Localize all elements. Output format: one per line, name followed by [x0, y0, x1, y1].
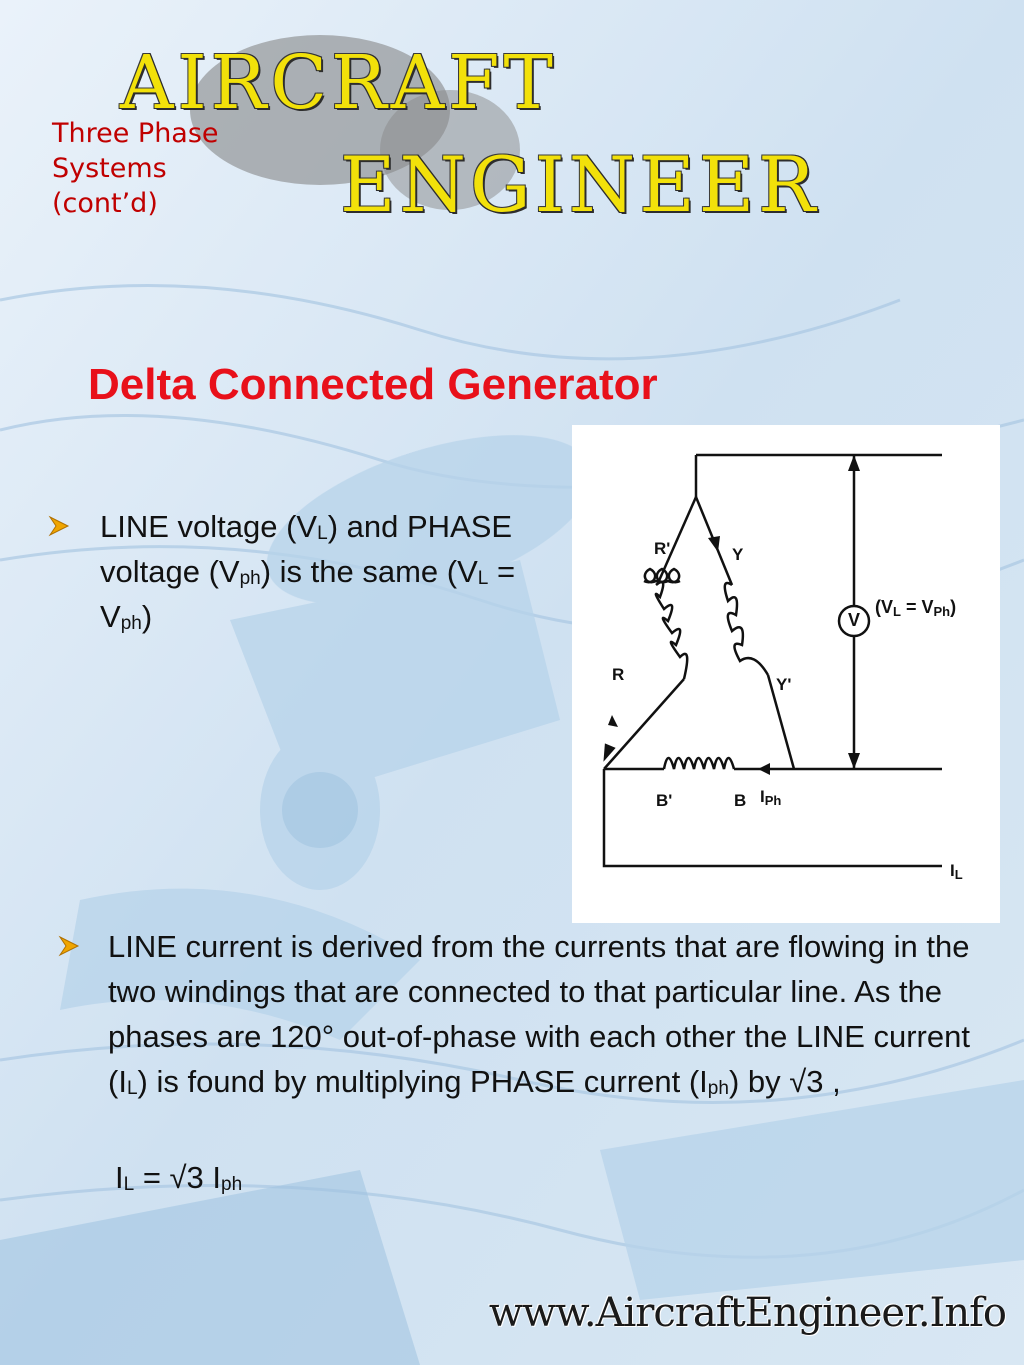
arrow-right-icon	[58, 935, 80, 957]
aircraft-engineer-logo: AIRCRAFT ENGINEER	[90, 0, 920, 235]
bullet-current: LINE current is derived from the currents that are flowing in the two windings that are connected to that particular line. As the phases are 120° out-of-phase with each other the LINE current $(I_L)$ is found by multiplying PHASE current $(I_{ph})$ by √3 ,	[58, 925, 988, 1105]
delta-connection-diagram: R' Y R Y' B' B $I_{Ph}$ $I_L$ V $(V_L = V_{Ph})$	[572, 425, 1000, 923]
website-url: www.AircraftEngineer.Info	[488, 1290, 1006, 1336]
line-current-formula: $I_L = √3$ $I_{ph}$	[115, 1160, 243, 1195]
slide-section-label: Three Phase Systems (cont’d)	[52, 118, 219, 220]
bullet-voltage: LINE voltage $(V_L)$ and PHASE voltage $(V_{ph})$ is the same $(V_L = V_{ph})$	[48, 505, 558, 640]
arrow-right-icon	[48, 515, 70, 537]
slide-title: Delta Connected Generator	[88, 360, 658, 409]
